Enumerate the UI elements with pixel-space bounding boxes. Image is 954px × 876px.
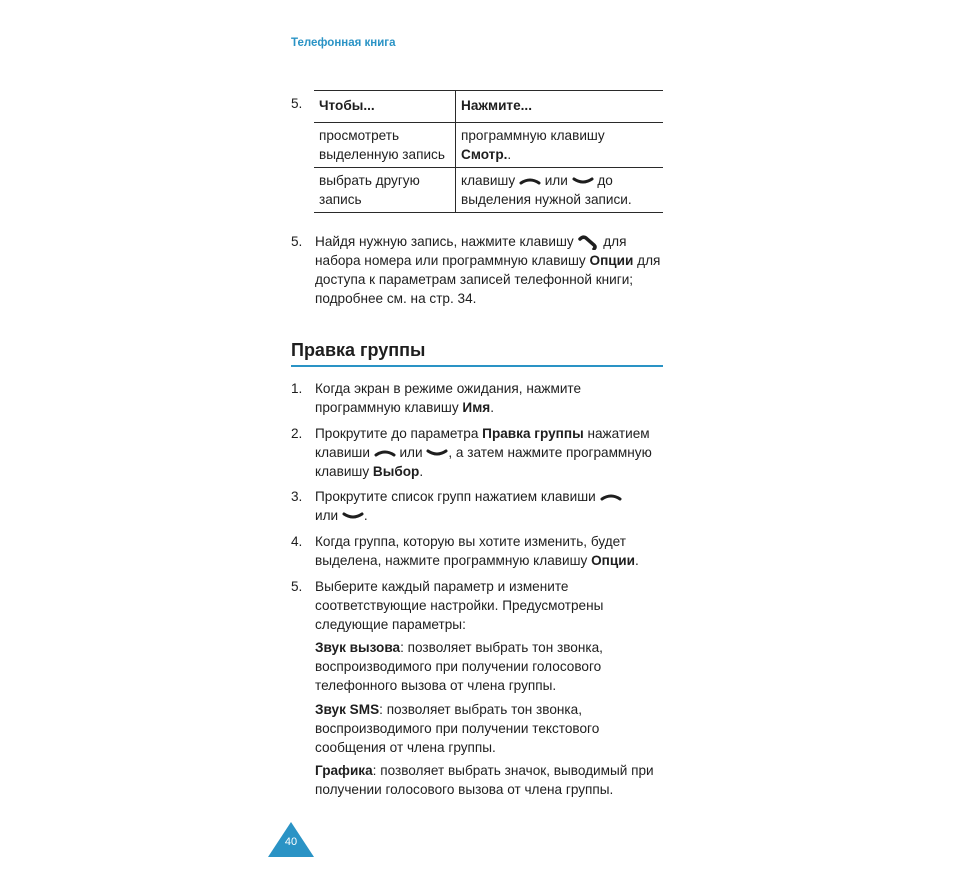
param-name: Звук SMS bbox=[315, 702, 380, 717]
step-number: 3. bbox=[291, 489, 303, 504]
table-cell-key bbox=[456, 123, 664, 168]
step-text-part: или bbox=[399, 445, 423, 460]
step-text-part: или bbox=[315, 508, 339, 523]
param-text: : позволяет выбрать значок, выводимый при получении голосового вызова от члена группы. bbox=[315, 763, 654, 797]
action-table bbox=[314, 90, 663, 213]
step-number: 1. bbox=[291, 381, 303, 396]
table-cell-bold: Смотр. bbox=[461, 147, 508, 162]
table-row bbox=[314, 168, 663, 213]
param-text: : позволяет выбрать тон звонка, воспроизводимого при получении текстового сообщения от члена группы. bbox=[315, 702, 600, 755]
section-title: Правка группы bbox=[291, 340, 426, 360]
table-cell-text: до выделения нужной записи. bbox=[461, 173, 632, 207]
table-step-number: 5. bbox=[291, 96, 303, 111]
down-key-icon bbox=[572, 176, 594, 186]
step-text-bold: Имя bbox=[462, 400, 491, 415]
table-header-press: Нажмите... bbox=[456, 91, 664, 123]
running-header: Телефонная книга bbox=[291, 37, 396, 49]
page-number: 40 bbox=[284, 836, 298, 848]
step-text-part: . bbox=[363, 508, 368, 523]
step-number: 2. bbox=[291, 426, 303, 441]
table-cell-text: программную клавишу bbox=[461, 128, 605, 143]
step-text bbox=[315, 424, 665, 481]
table-cell-action: просмотреть выделенную запись bbox=[314, 123, 456, 168]
step-text-part: Найдя нужную запись, нажмите клавишу bbox=[315, 234, 574, 249]
section-rule bbox=[291, 365, 663, 367]
step-number: 5. bbox=[291, 234, 303, 249]
step-text-part: . bbox=[419, 464, 424, 479]
param-description bbox=[315, 700, 665, 757]
step-text-part: Прокрутите список групп нажатием клавиши bbox=[315, 489, 596, 504]
step-text-part: нажатием клавиши bbox=[315, 426, 650, 460]
param-text: : позволяет выбрать тон звонка, воспроизводимого при получении голосового телефонного вызова от члена группы. bbox=[315, 640, 603, 693]
step-text-part: . bbox=[634, 553, 639, 568]
step-text-bold: Опции bbox=[591, 553, 635, 568]
step-text bbox=[315, 532, 665, 570]
step-text-bold: Правка группы bbox=[482, 426, 584, 441]
param-name: Звук вызова bbox=[315, 640, 401, 655]
down-key-icon bbox=[342, 511, 364, 521]
step-text-part: Прокрутите до параметра bbox=[315, 426, 483, 441]
step-text-bold: Выбор bbox=[372, 464, 420, 479]
step-number: 4. bbox=[291, 534, 303, 549]
table-row bbox=[314, 123, 663, 168]
step-text-part: , а затем нажмите программную клавишу bbox=[315, 445, 652, 479]
step-text bbox=[315, 487, 665, 525]
step-text-bold: Опции bbox=[589, 253, 634, 268]
send-key-icon bbox=[577, 234, 599, 250]
down-key-icon bbox=[426, 448, 448, 458]
table-cell-key bbox=[456, 168, 664, 213]
param-name: Графика bbox=[315, 763, 373, 778]
step-text-part: Когда группа, которую вы хотите изменить, будет выделена, нажмите программную клавишу bbox=[315, 534, 626, 568]
step-text bbox=[315, 379, 665, 417]
step-text: Выберите каждый параметр и измените соответствующие настройки. Предусмотрены следующие параметры: bbox=[315, 579, 604, 632]
step-text-part: Когда экран в режиме ожидания, нажмите программную клавишу bbox=[315, 381, 582, 415]
step-text-part: для набора номера или программную клавишу bbox=[315, 234, 627, 268]
table-cell-text: клавишу bbox=[461, 173, 516, 188]
step-text bbox=[315, 232, 665, 308]
up-key-icon bbox=[374, 448, 396, 458]
table-header-todo: Чтобы... bbox=[314, 91, 456, 123]
step-text-part: . bbox=[490, 400, 494, 415]
table-cell-text: . bbox=[507, 147, 512, 162]
table-header-row bbox=[314, 91, 663, 123]
step-number: 5. bbox=[291, 579, 303, 594]
param-description bbox=[315, 638, 665, 695]
table-cell-action: выбрать другую запись bbox=[314, 168, 456, 213]
up-key-icon bbox=[600, 492, 622, 502]
step-text-part: для доступа к параметрам записей телефонной книги; подробнее см. на стр. 34. bbox=[315, 253, 661, 306]
table-cell-text: или bbox=[544, 173, 568, 188]
param-description bbox=[315, 761, 665, 799]
up-key-icon bbox=[519, 176, 541, 186]
